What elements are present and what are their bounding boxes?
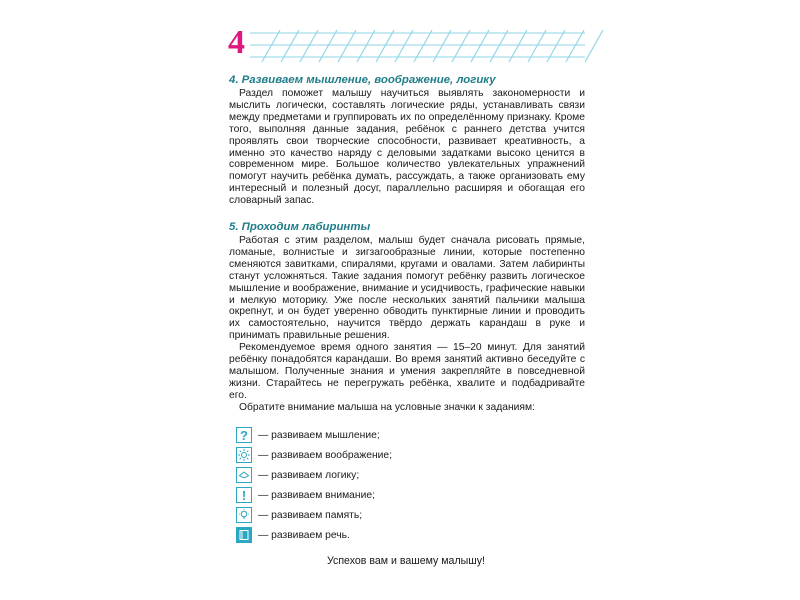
legend-item-imagination	[236, 446, 392, 464]
closing-wish: Успехов вам и вашему малышу!	[327, 555, 485, 567]
section-4-title: 4. Развиваем мышление, воображение, логику	[229, 74, 496, 86]
legend-label: — развиваем память;	[258, 509, 363, 521]
legend-item-thinking	[236, 426, 380, 444]
legend-item-logic	[236, 466, 359, 484]
section-5-paragraph-1: Работая с этим разделом, малыш будет сначала рисовать прямые, ломаные, волнистые и зигзагообразные линии, которые постепенно сменяются завитками, спиралями, кругами и овалами. Затем лабиринты станут усложняться. Такие задания помогут ребёнку развить логическое мышление и воображение, внимание и усидчивость, графические навыки и мелкую моторику. Уже после нескольких занятий пальчики малыша окрепнут, и он будет уверенно обводить пунктирные линии и проводить их самостоятельно, научится твёрдо держать карандаш в руке и принимать правильные решения.	[229, 235, 585, 342]
header-slanted-lines	[0, 0, 800, 80]
puzzle-icon	[236, 467, 252, 483]
legend-label: — развиваем воображение;	[258, 449, 392, 461]
sun-icon	[236, 447, 252, 463]
legend-item-attention	[236, 486, 375, 504]
legend-label: — развиваем логику;	[258, 469, 360, 481]
section-5	[229, 221, 585, 414]
header-slant-line	[585, 30, 603, 62]
legend-label: — развиваем речь.	[258, 529, 350, 541]
legend-label: — развиваем мышление;	[258, 429, 380, 441]
legend-item-memory	[236, 506, 362, 524]
section-4	[229, 74, 585, 207]
legend-item-speech	[236, 526, 350, 544]
exclamation-icon: !	[236, 487, 252, 503]
book-icon	[236, 527, 252, 543]
page-number: 4	[228, 24, 245, 61]
section-5-title: 5. Проходим лабиринты	[229, 221, 371, 233]
section-5-paragraph-2: Рекомендуемое время одного занятия — 15–20 минут. Для занятий ребёнку понадобятся карандаши. Во время занятий активно беседуйте с малышом. Полученные знания и умения закрепляйте в повседневной жизни. Старайтесь не перегружать ребёнка, хвалите и подбадривайте его.	[229, 342, 585, 401]
question-icon: ?	[236, 427, 252, 443]
legend-label: — развиваем внимание;	[258, 489, 375, 501]
lightbulb-icon	[236, 507, 252, 523]
legend-intro: Обратите внимание малыша на условные значки к заданиям:	[239, 401, 535, 413]
section-4-text: Раздел поможет малышу научиться выявлять закономерности и мыслить логически, составлять логические ряды, устанавливать связи между предметами и группировать их по определённому признаку. Кроме того, выполняя данные задания, ребёнок с раннего детства учится проявлять свои творческие способности, развивает креативность, а именно это качество наряду с деловыми задатками высоко ценится в современном мире. Большое количество увлекательных упражнений помогут научить ребёнка думать, рассуждать, а также организовать ему интересный и полезный досуг, параллельно расширяя и обогащая его словарный запас.	[229, 88, 585, 207]
